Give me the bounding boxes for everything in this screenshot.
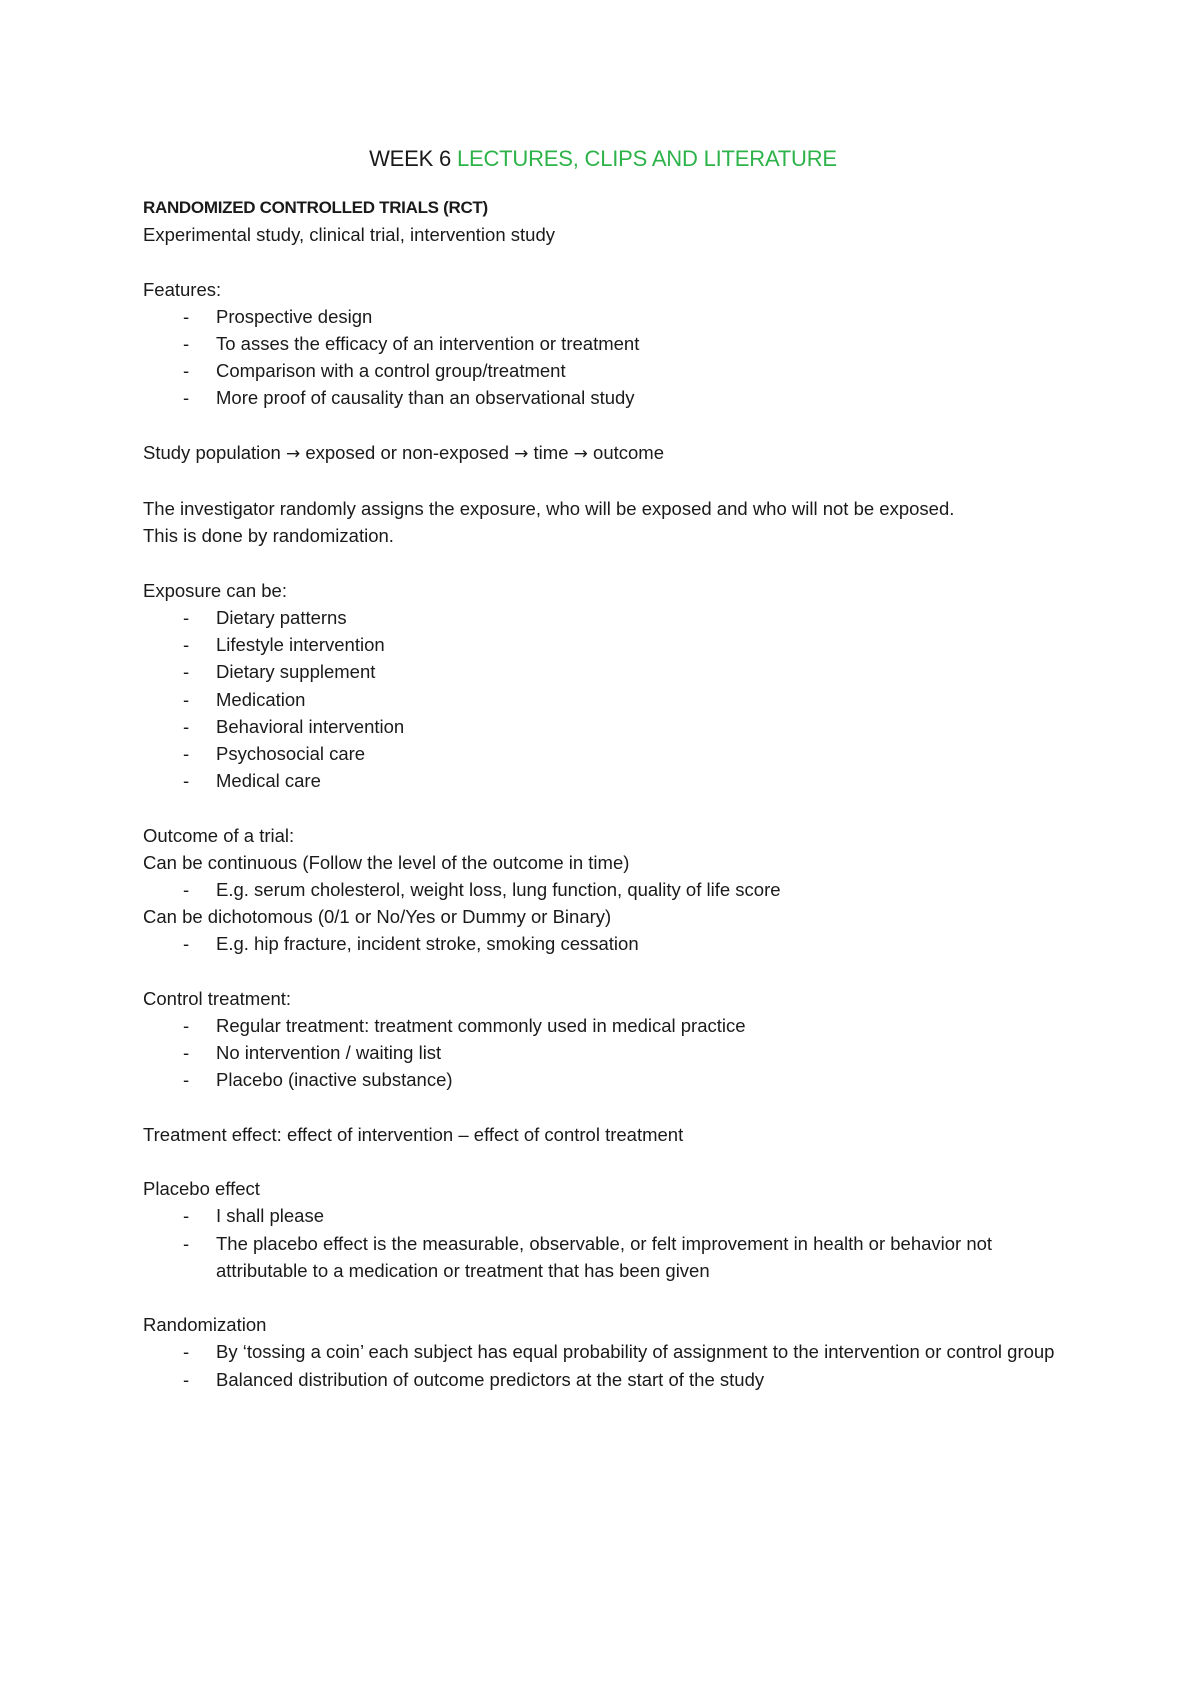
dash-bullet: - [183,688,190,710]
list-item [143,631,1063,658]
list-item-text: Comparison with a control group/treatment [216,360,566,382]
list-item [143,357,1063,384]
list-item [143,930,1063,957]
list-item [143,604,1063,631]
list-item [143,1012,1063,1039]
list-item-text: Dietary patterns [216,606,347,628]
dash-bullet: - [183,1069,190,1091]
document-page [143,144,1063,1393]
investigator-line-1: The investigator randomly assigns the exposure, who will be exposed and who will not be exposed. [143,498,955,520]
list-item-text: Prospective design [216,305,373,327]
outcome-label: Outcome of a trial: [143,824,295,846]
dash-bullet: - [183,1341,190,1363]
dash-bullet: - [183,387,190,409]
rct-subtitle: Experimental study, clinical trial, intervention study [143,224,555,246]
dash-bullet: - [183,1232,190,1254]
list-item [143,658,1063,685]
arrow-right-icon: → [514,443,529,464]
spacer [143,1148,1063,1175]
list-item [143,876,1063,903]
flow-text: outcome [587,441,664,463]
list-item-text: Medical care [216,770,321,792]
exposure-label: Exposure can be: [143,579,287,601]
list-item [143,1230,1063,1284]
dash-bullet: - [183,743,190,764]
dash-bullet: - [183,606,190,628]
list-item-text: To asses the efficacy of an intervention or treatment [216,333,640,354]
list-item-text: Lifestyle intervention [216,634,385,656]
control-list [143,1012,1063,1094]
list-item-text: E.g. hip fracture, incident stroke, smoking cessation [216,933,639,955]
randomization-label: Randomization [143,1314,267,1336]
placebo-list [143,1202,1063,1284]
exposure-list [143,604,1063,794]
list-item [143,767,1063,794]
list-item [143,330,1063,357]
spacer [143,1094,1063,1121]
dash-bullet: - [183,1042,190,1064]
rct-heading: RANDOMIZED CONTROLLED TRIALS (RCT) [143,198,488,217]
features-label: Features: [143,278,222,300]
list-item-text: No intervention / waiting list [216,1042,442,1064]
list-item-text: I shall please [216,1205,324,1227]
flow-text: exposed or non-exposed [300,441,515,463]
flow-text: time [528,441,574,463]
randomization-list [143,1338,1063,1392]
spacer [143,550,1063,577]
list-item [143,713,1063,740]
list-item [143,303,1063,330]
list-item [143,384,1063,411]
arrow-right-icon: → [573,443,588,464]
continuous-list [143,876,1063,903]
dichotomous-list [143,930,1063,957]
page-title [143,144,1063,174]
investigator-line-2: This is done by randomization. [143,525,394,547]
spacer [143,1284,1063,1311]
outcome-continuous: Can be continuous (Follow the level of the outcome in time) [143,851,630,873]
list-item-text: Regular treatment: treatment commonly used in medical practice [216,1015,746,1036]
list-item [143,1338,1063,1365]
list-item-text: By ‘tossing a coin’ each subject has equal probability of assignment to the intervention or control group [216,1341,1055,1363]
dash-bullet: - [183,305,190,327]
list-item-text: E.g. serum cholesterol, weight loss, lung function, quality of life score [216,879,781,900]
flow-text: Study population [143,441,286,463]
spacer [143,468,1063,495]
outcome-dichotomous: Can be dichotomous (0/1 or No/Yes or Dummy or Binary) [143,906,612,928]
list-item-text: Medication [216,688,306,710]
features-list [143,303,1063,412]
dash-bullet: - [183,360,190,382]
spacer [143,248,1063,275]
list-item [143,740,1063,767]
title-week: WEEK 6 [369,146,457,171]
dash-bullet: - [183,879,190,900]
placebo-label: Placebo effect [143,1178,260,1200]
list-item-text: Psychosocial care [216,743,366,764]
list-item-text: Placebo (inactive substance) [216,1069,453,1091]
control-label: Control treatment: [143,987,292,1009]
arrow-right-icon: → [285,443,301,464]
dash-bullet: - [183,634,190,656]
dash-bullet: - [183,933,190,955]
dash-bullet: - [183,1205,190,1227]
list-item [143,686,1063,713]
dash-bullet: - [183,715,190,737]
list-item [143,1202,1063,1229]
list-item-text: The placebo effect is the measurable, observable, or felt improvement in health or behavior not attributable to a medication or treatment that has been given [216,1232,993,1281]
spacer [143,412,1063,439]
list-item-text: More proof of causality than an observational study [216,387,635,409]
treatment-effect: Treatment effect: effect of intervention – effect of control treatment [143,1123,684,1145]
dash-bullet: - [183,770,190,792]
list-item-text: Behavioral intervention [216,715,405,737]
spacer [143,958,1063,985]
title-accent: LECTURES, CLIPS AND LITERATURE [456,146,837,171]
list-item [143,1039,1063,1066]
list-item-text: Dietary supplement [216,661,376,683]
list-item [143,1366,1063,1393]
dash-bullet: - [183,333,190,354]
list-item [143,1066,1063,1093]
dash-bullet: - [183,1015,190,1036]
dash-bullet: - [183,1368,190,1390]
dash-bullet: - [183,661,190,683]
spacer [143,794,1063,821]
study-flow [143,439,1063,468]
list-item-text: Balanced distribution of outcome predictors at the start of the study [216,1368,765,1390]
